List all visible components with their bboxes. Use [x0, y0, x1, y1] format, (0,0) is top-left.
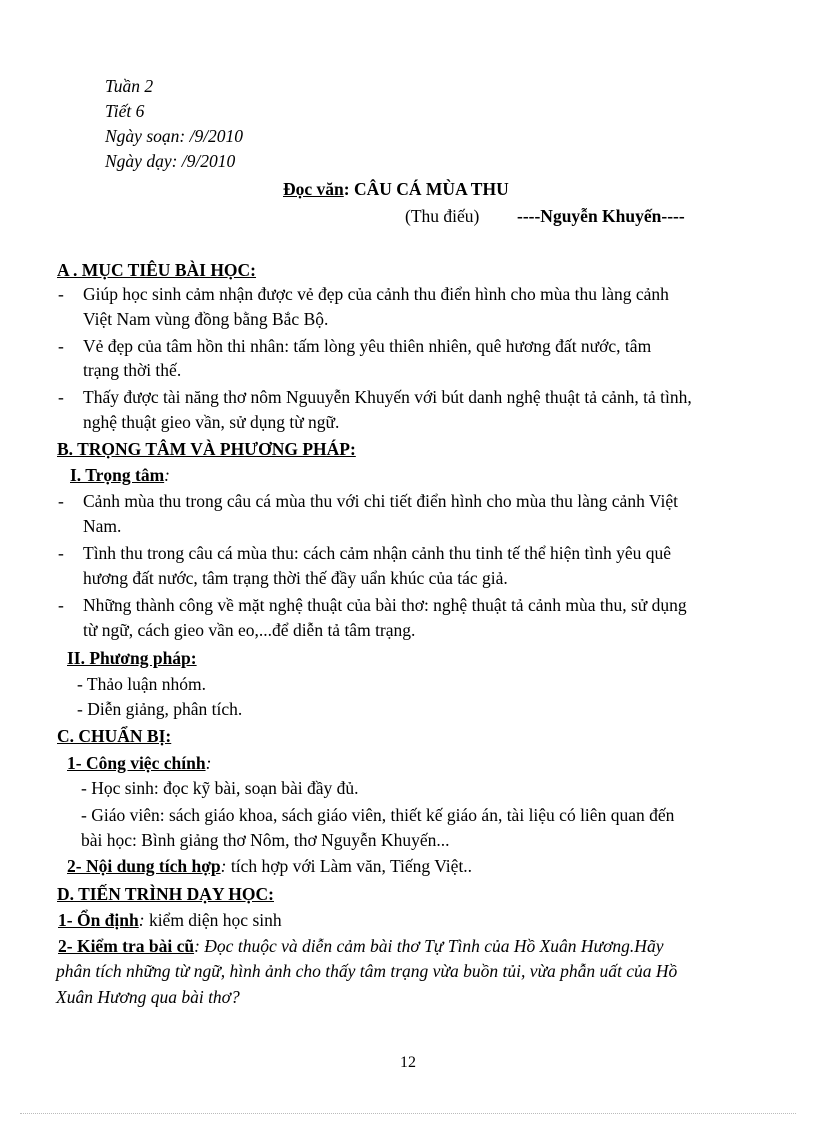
bullet-dash: -: [58, 491, 64, 511]
section-b-heading: B. TRỌNG TÂM VÀ PHƯƠNG PHÁP:: [57, 439, 356, 459]
step-1-suffix: :: [138, 910, 145, 930]
week-label: Tuần 2: [105, 76, 154, 96]
page-number: 12: [400, 1054, 416, 1071]
section-d-heading: D. TIẾN TRÌNH DẠY HỌC:: [57, 884, 274, 904]
section-b-item-3-line-2: từ ngữ, cách gieo vần eo,...để diễn tả tâm trạng.: [83, 620, 416, 640]
section-a-item-1-line-2: Việt Nam vùng đồng bằng Bắc Bộ.: [83, 309, 329, 329]
step-2-line-3: Xuân Hương qua bài thơ?: [56, 987, 240, 1007]
section-b-item-2-line-2: hương đất nước, tâm trạng thời thế đầy uẩn khúc của tác giả.: [83, 568, 508, 588]
section-a-item-2-line-2: trạng thời thế.: [83, 360, 182, 380]
prep-date: Ngày soạn: /9/2010: [105, 126, 244, 146]
step-1-text: kiểm diện học sinh: [144, 910, 282, 930]
step-1-label: 1- Ổn định: [58, 910, 139, 930]
step-2-label: 2- Kiểm tra bài cũ: [58, 936, 195, 956]
section-c-sub1: [67, 752, 211, 774]
method-1: - Thảo luận nhóm.: [77, 674, 206, 694]
section-a-item-3-line-1: Thấy được tài năng thơ nôm Nguuyễn Khuyến với bút danh nghệ thuật tả cảnh, tả tình,: [83, 387, 692, 407]
section-a-heading: A . MỤC TIÊU BÀI HỌC:: [57, 260, 257, 280]
section-a-item-1-line-1: Giúp học sinh cảm nhận được vẻ đẹp của cảnh thu điển hình cho mùa thu làng cảnh: [83, 284, 669, 304]
bullet-dash: -: [58, 595, 64, 615]
section-c-sub2: [67, 855, 472, 877]
section-b-sub2: II. Phương pháp:: [67, 648, 197, 668]
bullet-dash: -: [58, 284, 64, 304]
title-label: Đọc văn: [283, 179, 344, 199]
section-c-sub1-label: 1- Công việc chính: [67, 753, 206, 773]
section-b-item-2-line-1: Tình thu trong câu cá mùa thu: cách cảm nhận cảnh thu tinh tế thể hiện tình yêu quê: [83, 543, 672, 563]
title-author: ----Nguyễn Khuyến----: [517, 206, 685, 226]
section-c-sub1-suffix: :: [205, 753, 212, 773]
section-c-heading: C. CHUẨN BỊ:: [57, 726, 172, 746]
section-c-sub2-label: 2- Nội dung tích hợp: [67, 856, 221, 876]
section-b-sub1-suffix: :: [164, 465, 170, 485]
teacher-prep-line-1: - Giáo viên: sách giáo khoa, sách giáo viên, thiết kế giáo án, tài liệu có liên quan đến: [81, 805, 675, 825]
section-a-item-3-line-2: nghệ thuật gieo vần, sử dụng từ ngữ.: [83, 412, 340, 432]
title-separator: :: [343, 179, 350, 199]
step-2: [58, 935, 663, 957]
title-name: CÂU CÁ MÙA THU: [349, 179, 509, 199]
bullet-dash: -: [58, 336, 64, 356]
step-2-suffix: :: [194, 936, 200, 956]
section-b-sub1: [70, 464, 170, 486]
section-c-sub2-suffix: :: [220, 856, 227, 876]
method-2: - Diễn giảng, phân tích.: [77, 699, 243, 719]
students-prep: - Học sinh: đọc kỹ bài, soạn bài đầy đủ.: [81, 778, 359, 798]
page-divider: [20, 1113, 796, 1114]
section-b-item-1-line-2: Nam.: [83, 516, 122, 536]
bullet-dash: -: [58, 387, 64, 407]
teacher-prep-line-2: bài học: Bình giảng thơ Nôm, thơ Nguyễn Khuyến...: [81, 830, 450, 850]
page-title: [283, 178, 509, 200]
bullet-dash: -: [58, 543, 64, 563]
title-subtitle: (Thu điếu): [405, 206, 480, 226]
step-2-line-2: phân tích những từ ngữ, hình ảnh cho thấy tâm trạng vừa buồn tủi, vừa phẫn uất của Hồ: [56, 961, 678, 981]
section-b-item-3-line-1: Những thành công về mặt nghệ thuật của bài thơ: nghệ thuật tả cảnh mùa thu, sử dụng: [83, 595, 687, 615]
section-b-item-1-line-1: Cảnh mùa thu trong câu cá mùa thu với chi tiết điển hình cho mùa thu làng cảnh Việt: [83, 491, 678, 511]
section-c-sub2-text: tích hợp với Làm văn, Tiếng Việt..: [226, 856, 473, 876]
section-b-sub1-label: I. Trọng tâm: [70, 465, 165, 485]
section-a-item-2-line-1: Vẻ đẹp của tâm hồn thi nhân: tấm lòng yêu thiên nhiên, quê hương đất nước, tâm: [83, 336, 652, 356]
teach-date: Ngày dạy: /9/2010: [105, 151, 236, 171]
lesson-label: Tiết 6: [105, 101, 145, 121]
step-1: [58, 909, 282, 931]
step-2-line-1: Đọc thuộc và diễn cảm bài thơ Tự Tình của Hồ Xuân Hương.Hãy: [199, 936, 664, 956]
